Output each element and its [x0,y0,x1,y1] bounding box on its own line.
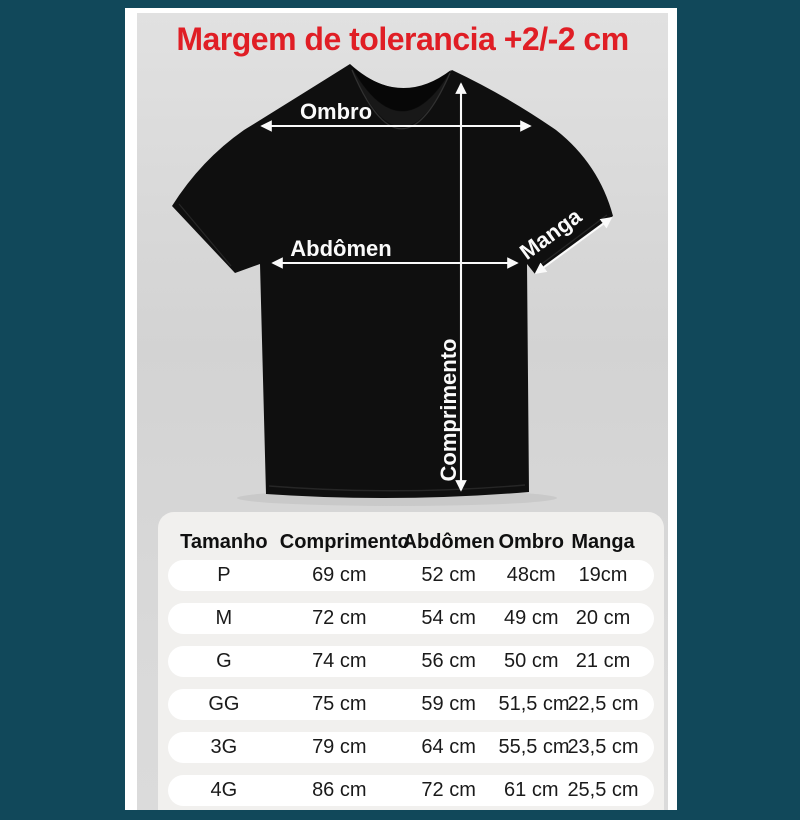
cell-tamanho: G [216,650,232,672]
cell-manga: 22,5 cm [567,693,639,715]
cell-abdomen: 72 cm [421,779,476,801]
cell-abdomen: 56 cm [421,650,476,672]
cell-ombro: 48cm [506,564,556,586]
table-row-m [168,603,654,634]
header-ombro: Ombro [498,530,565,553]
header-comprimento: Comprimento [279,530,410,553]
cell-comprimento: 72 cm [312,607,367,629]
tshirt-body [172,64,613,498]
header-tamanho: Tamanho [180,530,268,553]
cell-ombro: 50 cm [504,650,559,672]
table-header-row [168,524,654,560]
cell-manga: 21 cm [575,650,631,672]
cell-tamanho: GG [208,693,240,715]
cell-comprimento: 74 cm [312,650,367,672]
photo-area [137,13,668,810]
header-manga: Manga [571,530,635,553]
cell-abdomen: 54 cm [421,607,476,629]
manga-label: Manga [515,203,587,265]
cell-tamanho: 4G [210,779,238,801]
abdomen-label: Abdômen [290,236,392,261]
cell-ombro: 49 cm [504,607,559,629]
cell-ombro: 55,5 cm [498,736,570,758]
comprimento-label: Comprimento [436,338,461,482]
cell-abdomen: 52 cm [421,564,476,586]
cell-tamanho: 3G [210,736,238,758]
header-abdomen: Abdômen [402,530,495,553]
cell-abdomen: 59 cm [421,693,476,715]
cell-comprimento: 75 cm [312,693,367,715]
size-guide-card [125,8,677,810]
table-row-3g [168,732,654,763]
cell-ombro: 51,5 cm [498,693,570,715]
table-row-g [168,646,654,677]
size-table [158,512,664,810]
cell-abdomen: 64 cm [421,736,476,758]
cell-manga: 20 cm [575,607,631,629]
cell-tamanho: M [215,607,233,629]
cell-comprimento: 79 cm [312,736,367,758]
ombro-label: Ombro [299,99,373,124]
tshirt-diagram [165,58,635,508]
table-row-gg [168,689,654,720]
cell-manga: 23,5 cm [567,736,639,758]
cell-manga: 25,5 cm [567,779,639,801]
table-row-p [168,560,654,591]
cell-comprimento: 69 cm [312,564,367,586]
cell-ombro: 61 cm [504,779,559,801]
cell-tamanho: P [217,564,231,586]
tolerance-title: Margem de tolerancia +2/-2 cm [176,21,629,57]
table-row-4g [168,775,654,806]
cell-comprimento: 86 cm [312,779,367,801]
cell-manga: 19cm [578,564,628,586]
